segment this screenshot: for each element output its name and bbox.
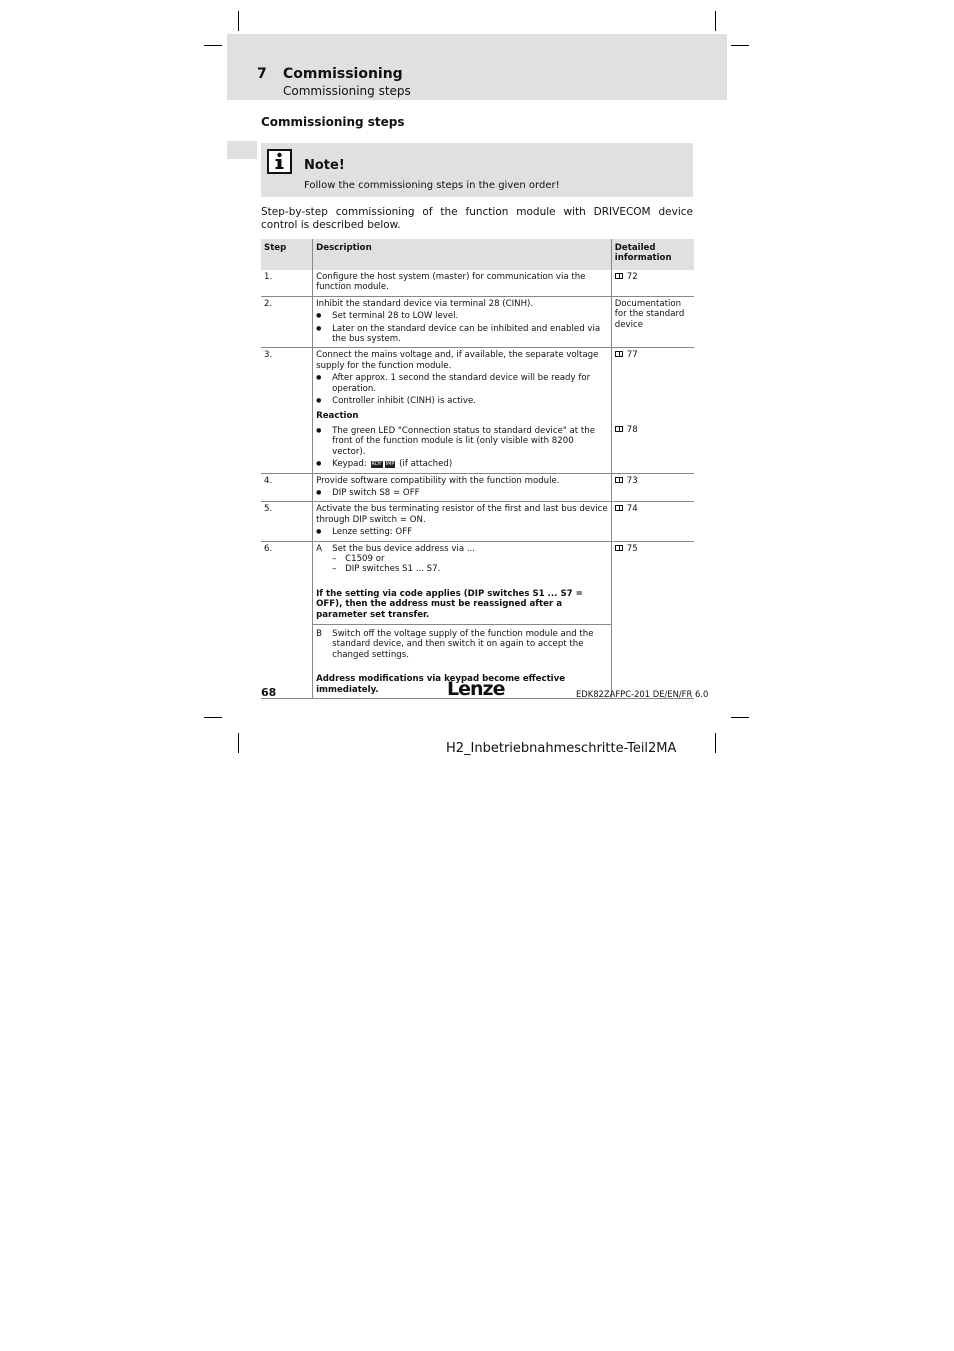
page-reference: 74	[626, 504, 638, 515]
note-title: Note!	[304, 158, 345, 173]
substep-b	[316, 629, 608, 660]
step-number: 1.	[261, 270, 313, 296]
step-description: Inhibit the standard device via terminal 28 (CINH).	[316, 298, 534, 309]
book-icon	[615, 477, 623, 483]
step-description: Provide software compatibility with the function module.	[316, 475, 560, 486]
page-reference: 78	[626, 424, 638, 435]
step-number: 4.	[261, 473, 313, 502]
book-icon	[615, 505, 623, 511]
page-reference: 73	[626, 475, 638, 486]
crop-mark	[731, 45, 749, 46]
bullet-item: ● Controller inhibit (CINH) is active.	[316, 396, 608, 406]
bullet-item: ● DIP switch S8 = OFF	[316, 488, 608, 498]
reaction-label: Reaction	[316, 411, 359, 422]
keypad-bullet	[316, 459, 608, 469]
step-number: 6.	[261, 541, 313, 698]
note-text: Follow the commissioning steps in the given order!	[304, 180, 560, 191]
step-description: Activate the bus terminating resistor of the first and last bus device through DIP switch = ON.	[316, 504, 608, 525]
table-row	[261, 296, 694, 348]
bullet-item: ● Set terminal 28 to LOW level.	[316, 311, 608, 321]
chapter-number: 7	[257, 66, 267, 82]
book-icon	[615, 273, 623, 279]
header-detailed: Detailed information	[611, 239, 694, 270]
table-row	[261, 502, 694, 541]
table-row	[261, 473, 694, 502]
substep-b-note: Address modifications via keypad become effective immediately.	[316, 674, 566, 695]
substep-text: Set the bus device address via ...	[332, 543, 476, 554]
book-icon	[615, 426, 623, 432]
crop-mark	[715, 11, 716, 31]
section-title: Commissioning steps	[261, 115, 405, 129]
info-icon	[267, 149, 292, 174]
crop-mark	[204, 717, 222, 718]
crop-mark	[238, 733, 239, 753]
crop-mark	[238, 11, 239, 31]
side-tab	[227, 141, 257, 159]
step-number: 5.	[261, 502, 313, 541]
crop-mark	[731, 717, 749, 718]
substep-letter: A	[316, 543, 322, 554]
reference-text: Documentation for the standard device	[611, 296, 694, 348]
table-header	[261, 239, 694, 270]
page-reference: 77	[626, 350, 638, 361]
step-number: 3.	[261, 348, 313, 473]
book-icon	[615, 545, 623, 551]
bullet-item: ● Later on the standard device can be inhibited and enabled via the bus system.	[316, 324, 608, 345]
keypad-suffix: (if attached)	[399, 459, 453, 470]
file-label: H2_Inbetriebnahmeschritte-Teil2MA	[446, 741, 677, 756]
lenze-logo: Lenze	[447, 678, 505, 700]
bullet-item: ● The green LED "Connection status to standard device" at the front of the function module is lit (only visible with 8200 vector).	[316, 426, 608, 457]
substep-letter: B	[316, 628, 323, 639]
table-row	[261, 270, 694, 296]
substep-a	[316, 544, 608, 554]
table-row	[261, 541, 694, 698]
keypad-rdy-icon: RDY	[371, 461, 382, 468]
step-number: 2.	[261, 296, 313, 348]
bullet-item: ● Lenze setting: OFF	[316, 527, 608, 537]
page-number: 68	[261, 686, 277, 699]
commissioning-steps-table	[261, 239, 694, 699]
step-description: Configure the host system (master) for communication via the function module.	[316, 272, 586, 293]
intro-paragraph: Step-by-step commissioning of the function module with DRIVECOM device control is described below.	[261, 206, 693, 231]
keypad-prefix: Keypad:	[332, 459, 367, 470]
header-description: Description	[313, 239, 612, 270]
bullet-item: ● After approx. 1 second the standard device will be ready for operation.	[316, 373, 608, 394]
crop-mark	[204, 45, 222, 46]
header-step: Step	[261, 239, 313, 270]
dash-item: – C1509 or	[316, 554, 608, 564]
chapter-title: Commissioning	[283, 66, 403, 82]
document-reference: EDK82ZAFPC-201 DE/EN/FR 6.0	[576, 689, 709, 699]
step-description: Connect the mains voltage and, if available, the separate voltage supply for the function module.	[316, 350, 599, 371]
dash-item: – DIP switches S1 ... S7.	[316, 564, 608, 574]
keypad-imp-icon: IMP	[385, 461, 395, 468]
page-reference: 72	[626, 272, 638, 282]
book-icon	[615, 351, 623, 357]
page-reference: 75	[626, 543, 638, 554]
substep-text: Switch off the voltage supply of the function module and the standard device, and then switch it on again to accept the changed settings.	[332, 628, 594, 660]
table-row	[261, 348, 694, 473]
chapter-subtitle: Commissioning steps	[283, 84, 411, 98]
substep-a-note: If the setting via code applies (DIP switches S1 ... S7 = OFF), then the address must be reassigned after a parameter set transfer.	[316, 588, 583, 620]
crop-mark	[715, 733, 716, 753]
